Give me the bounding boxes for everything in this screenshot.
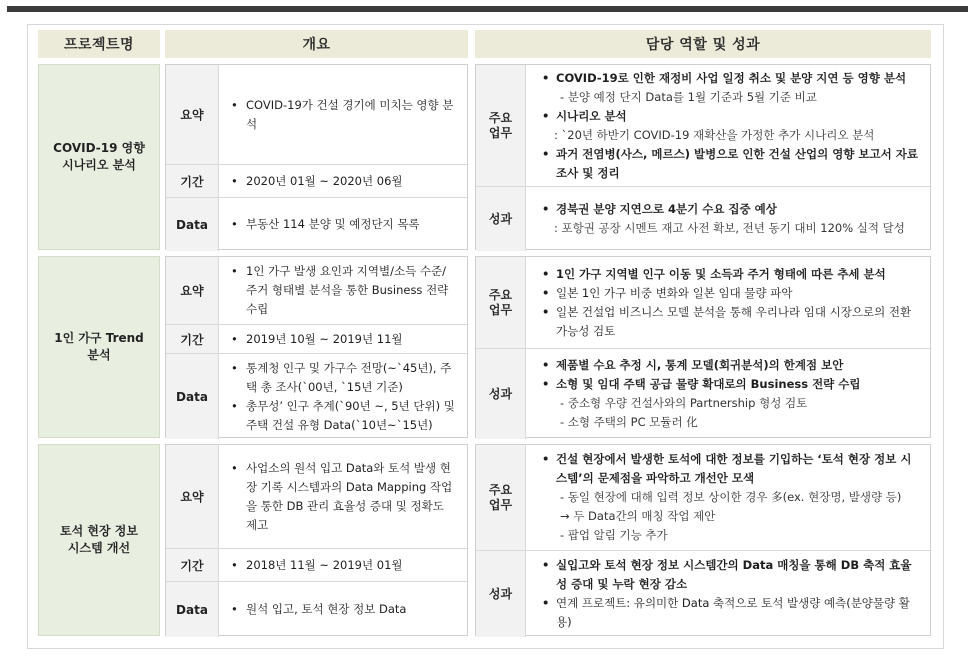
project-name-line2: 시나리오 분석 <box>62 158 136 172</box>
result-item: • 소형 및 임대 주택 공급 물량 확대로의 Business 전략 수립 <box>534 375 922 394</box>
period-label: 기간 <box>166 549 219 581</box>
overview-panel-covid <box>165 64 468 250</box>
period-text: • 2020년 01월 ~ 2020년 06월 <box>229 172 457 191</box>
role-row-tasks <box>476 65 930 186</box>
project-name-single-household <box>38 256 160 438</box>
summary-label: 요약 <box>166 65 219 164</box>
summary-text: • 사업소의 원석 입고 Data와 토석 발생 현장 기록 시스템과의 Data Mapping 작업을 통한 DB 관리 효율성 증대 및 정확도 제고 <box>229 459 457 535</box>
task-item: • COVID-19로 인한 재정비 사업 일정 취소 및 분양 지연 등 영향 분석 <box>534 69 922 88</box>
overview-row-summary <box>166 445 467 548</box>
data-text: • 부동산 114 분양 및 예정단지 목록 <box>229 215 457 234</box>
result-subitem: - 중소형 우량 건설사와의 Partnership 형성 검토 <box>560 396 808 410</box>
data-text: • 총무성’ 인구 추계(`90년 ~, 5년 단위) 및 주택 건설 유형 Data(`10년~`15년) <box>229 397 457 435</box>
project-name-line1: 1인 가구 Trend <box>54 331 144 345</box>
task-subitem: - 분양 예정 단지 Data를 1월 기준과 5월 기준 비교 <box>560 89 817 104</box>
project-name-line1: 토석 현장 정보 <box>60 524 138 538</box>
period-label: 기간 <box>166 325 219 353</box>
result-item: • 제품별 수요 추정 시, 통계 모델(회귀분석)의 한계점 보안 <box>534 356 922 375</box>
role-panel-soil-system <box>475 444 931 636</box>
result-item: • 실입고와 토석 현장 정보 시스템간의 Data 매칭을 통해 DB 축적 효율성 증대 및 누락 현장 감소 <box>534 556 922 594</box>
project-name-covid <box>38 64 160 250</box>
overview-row-data <box>166 581 467 637</box>
top-divider-bar <box>7 6 968 12</box>
overview-row-data <box>166 197 467 251</box>
task-item: • 시나리오 분석 <box>534 107 922 126</box>
overview-row-period <box>166 324 467 353</box>
data-label: Data <box>166 354 219 439</box>
period-text: • 2018년 11월 ~ 2019년 01월 <box>229 556 457 575</box>
summary-text: • COVID-19가 건설 경기에 미치는 영향 분석 <box>229 96 457 134</box>
data-label: Data <box>166 198 219 251</box>
period-label: 기간 <box>166 165 219 197</box>
period-text: • 2019년 10월 ~ 2019년 11월 <box>229 330 457 349</box>
project-name-line1: COVID-19 영향 <box>53 141 145 155</box>
main-task-label: 주요 업무 <box>476 65 526 186</box>
role-panel-covid <box>475 64 931 250</box>
result-subitem: : 포항권 공장 시멘트 재고 사전 확보, 전년 동기 대비 120% 실적 달성 <box>554 221 905 235</box>
task-subitem: → 두 Data간의 매칭 작업 제안 <box>560 509 716 523</box>
summary-label: 요약 <box>166 257 219 324</box>
task-item: • 과거 전염병(사스, 메르스) 발병으로 인한 건설 산업의 영향 보고서 자료 조사 및 정리 <box>534 145 922 183</box>
role-row-tasks <box>476 445 930 550</box>
overview-panel-soil-system <box>165 444 468 636</box>
task-item: • 1인 가구 지역별 인구 이동 및 소득과 주거 형태에 따른 추세 분석 <box>534 265 922 284</box>
header-project: 프로젝트명 <box>38 30 160 58</box>
overview-panel-single-household <box>165 256 468 438</box>
overview-row-summary <box>166 257 467 324</box>
task-item: • 일본 건설업 비즈니스 모델 분석을 통해 우리나라 임대 시장으로의 전환 가능성 검토 <box>534 303 922 341</box>
overview-row-data <box>166 353 467 439</box>
result-label: 성과 <box>476 551 526 637</box>
main-task-label: 주요 업무 <box>476 257 526 348</box>
header-overview: 개요 <box>165 30 468 58</box>
summary-label: 요약 <box>166 445 219 548</box>
task-item: • 일본 1인 가구 비중 변화와 일본 임대 물량 파악 <box>534 284 922 303</box>
result-label: 성과 <box>476 349 526 439</box>
data-text: • 통계청 인구 및 가구수 전망(~`45년), 주택 총 조사(`00년, `15년 기준) <box>229 359 457 397</box>
overview-row-summary <box>166 65 467 164</box>
main-task-label: 주요 업무 <box>476 445 526 550</box>
summary-text: • 1인 가구 발생 요인과 지역별/소득 수준/주거 형태별 분석을 통한 Business 전략 수립 <box>229 262 457 319</box>
result-label: 성과 <box>476 187 526 251</box>
role-panel-single-household <box>475 256 931 438</box>
task-item: • 건설 현장에서 발생한 토석에 대한 정보를 기입하는 ‘토석 현장 정보 시스템’의 문제점을 파악하고 개선안 모색 <box>534 450 922 488</box>
data-text: • 원석 입고, 토석 현장 정보 Data <box>229 600 457 619</box>
role-row-results <box>476 186 930 251</box>
task-subitem: : `20년 하반기 COVID-19 재확산을 가정한 추가 시나리오 분석 <box>554 127 875 142</box>
role-row-results <box>476 550 930 637</box>
header-role: 담당 역할 및 성과 <box>475 30 931 58</box>
task-subitem: - 동일 현장에 대해 입력 정보 상이한 경우 多(ex. 현장명, 발생량 등) <box>560 490 902 504</box>
result-item: • 연계 프로젝트: 유의미한 Data 축적으로 토석 발생량 예측(분양물량 활용) <box>534 594 922 632</box>
role-row-results <box>476 348 930 439</box>
result-subitem: - 소형 주택의 PC 모듈러 化 <box>560 415 698 429</box>
role-row-tasks <box>476 257 930 348</box>
overview-row-period <box>166 548 467 581</box>
result-item: • 경북권 분양 지연으로 4분기 수요 집중 예상 <box>534 200 922 219</box>
overview-row-period <box>166 164 467 197</box>
data-label: Data <box>166 582 219 637</box>
project-name-line2: 분석 <box>87 348 111 362</box>
task-subitem: - 팝업 알림 기능 추가 <box>560 528 668 542</box>
project-name-soil-system <box>38 444 160 636</box>
project-name-line2: 시스템 개선 <box>67 541 131 555</box>
